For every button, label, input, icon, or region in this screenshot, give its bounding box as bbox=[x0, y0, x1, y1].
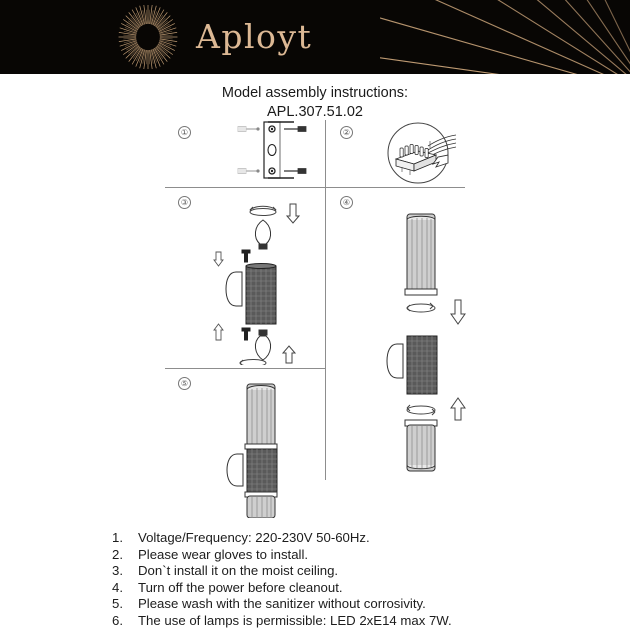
step-number-3: ③ bbox=[178, 196, 191, 209]
brand-wordmark: Aployt bbox=[196, 17, 313, 56]
list-item bbox=[112, 530, 542, 547]
list-item-text: Please wear gloves to install. bbox=[138, 546, 309, 562]
list-item-text: Please wash with the sanitizer without corrosivity. bbox=[138, 596, 426, 612]
step-number-2: ② bbox=[340, 126, 353, 139]
list-item-number: 1. bbox=[112, 530, 123, 545]
list-item-text: Turn off the power before cleanout. bbox=[138, 579, 343, 595]
title-model-code: APL.307.51.02 bbox=[267, 104, 363, 120]
list-item-text: The use of lamps is permissible: LED 2xE14 max 7W. bbox=[138, 612, 452, 628]
list-item-number: 5. bbox=[112, 596, 123, 612]
list-item-number: 4. bbox=[112, 579, 123, 595]
shade-installation-illustration bbox=[385, 206, 500, 481]
completed-assembly-illustration bbox=[215, 378, 315, 523]
list-item-text: Voltage/Frequency: 220-230V 50-60Hz. bbox=[138, 530, 370, 545]
radiating-lines-icon bbox=[380, 0, 630, 74]
list-item-number: 3. bbox=[112, 563, 123, 579]
list-item-text: Don`t install it on the moist ceiling. bbox=[138, 563, 339, 579]
wiring-terminal-illustration bbox=[378, 121, 458, 190]
brand-banner bbox=[0, 0, 630, 74]
assembly-diagram-grid bbox=[0, 118, 630, 518]
sunburst-icon bbox=[113, 5, 183, 69]
list-item bbox=[112, 563, 542, 580]
step-number-1: ① bbox=[178, 126, 191, 139]
list-item bbox=[112, 580, 542, 597]
list-item bbox=[112, 596, 542, 613]
list-item bbox=[112, 547, 542, 564]
title-line-1: Model assembly instructions: bbox=[221, 85, 409, 101]
list-item-number: 6. bbox=[112, 612, 123, 628]
step-number-4: ④ bbox=[340, 196, 353, 209]
step-number-5: ⑤ bbox=[178, 377, 191, 390]
instructions-list bbox=[112, 530, 542, 630]
list-item bbox=[112, 613, 542, 630]
bulb-installation-illustration bbox=[198, 200, 318, 370]
page-title bbox=[0, 84, 630, 122]
mounting-bracket-illustration bbox=[232, 118, 327, 189]
list-item-number: 2. bbox=[112, 546, 123, 562]
